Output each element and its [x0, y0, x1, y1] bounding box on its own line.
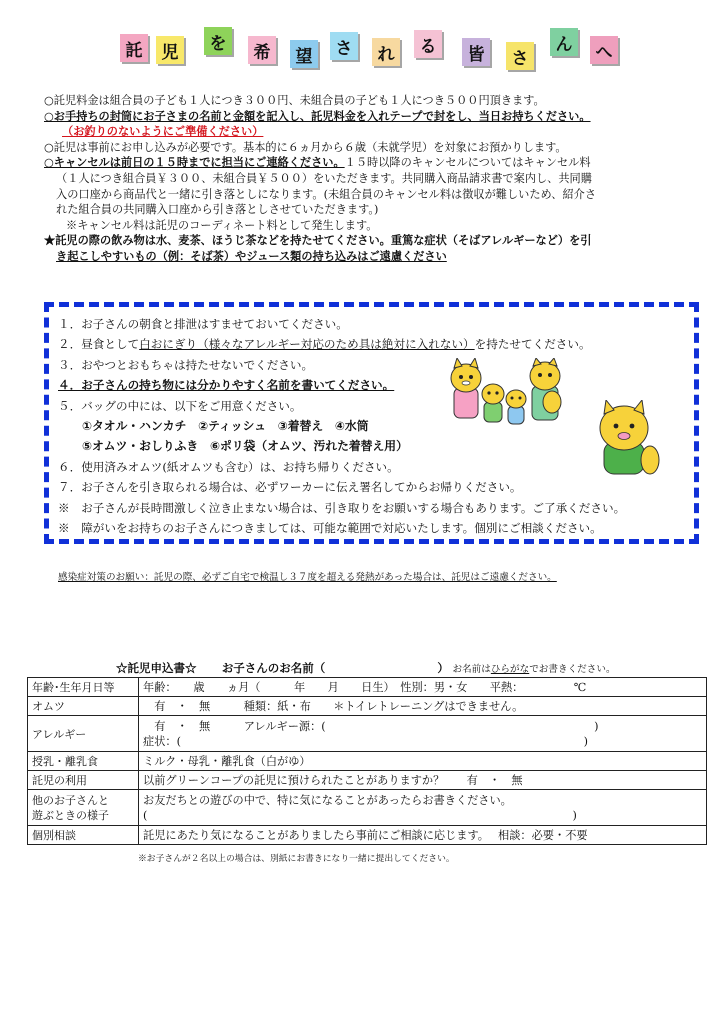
- list-item: ※ 障がいをお持ちのお子さんにつきましては、可能な範囲で対応いたします。個別にご相談ください。: [58, 521, 602, 536]
- name-note: [452, 664, 615, 675]
- row-label: 個別相談: [28, 826, 139, 845]
- mascot-baby-illustration: [592, 400, 662, 480]
- note-line: ○託児は事前にお申し込みが必要です。基本的に６ヵ月から６歳（未就学児）を対象にお預かりします。: [44, 140, 567, 154]
- name-note-a: お名前は: [452, 664, 491, 675]
- title-tile: ん: [550, 28, 578, 56]
- row-label: 年齢･生年月日等: [28, 678, 139, 697]
- cancel-fee: １５時以降のキャンセルについてはキャンセル料: [344, 156, 591, 170]
- table-row: [28, 752, 707, 771]
- list-item: ３．おやつとおもちゃは持たせないでください。: [58, 357, 314, 372]
- allergy-line: 有 ・ 無 アレルギー源：( ): [143, 719, 599, 733]
- title-tile: る: [414, 30, 442, 58]
- row-value[interactable]: [139, 716, 707, 752]
- child-name-close: ）: [437, 661, 449, 675]
- play-note-blank: ( ): [143, 808, 577, 822]
- label-line: 遊ぶときの様子: [32, 808, 109, 822]
- lunch-b: を持たせてください。: [474, 337, 591, 352]
- cancel-deadline: ○キャンセルは前日の１５時までに担当にご連絡ください。: [44, 155, 345, 170]
- row-value[interactable]: 託児にあたり気になることがありましたら事前にご相談に応じます。 相談：必要・不要: [139, 826, 707, 845]
- fee-notes: [44, 93, 684, 265]
- infection-notice: 感染症対策のお願い：託児の際、必ずご自宅で検温し３７度を超える発熱があった場合は、託児はご遠慮ください。: [58, 572, 557, 583]
- title-tile: 児: [156, 36, 184, 64]
- note-line: ○託児料金は組合員の子ども１人につき３００円、未組合員の子ども１人につき５００円頂きます。: [44, 94, 545, 107]
- page-title: [110, 24, 630, 80]
- label-line: 他のお子さんと: [32, 793, 109, 807]
- mascot-family-illustration: [448, 358, 573, 430]
- table-row: [28, 790, 707, 826]
- row-value[interactable]: 有 ・ 無 種類：紙・布 ＊トイレトレーニングはできません。: [139, 697, 707, 716]
- note-line: （１人につき組合員￥３００、未組合員￥５００）をいただきます。共同購入商品請求書で案内し、共同購: [56, 171, 592, 185]
- note-line: き起こしやすいもの（例：そば茶）やジュース類の持ち込みはご遠慮ください: [56, 248, 447, 263]
- note-line: （お釣りのないようにご準備ください）: [62, 124, 264, 139]
- name-note-b: でお書きください。: [529, 664, 616, 675]
- bag-items: ①タオル・ハンカチ ②ティッシュ ③着替え ④水筒: [82, 419, 369, 434]
- name-note-hiragana: ひらがな: [490, 664, 530, 675]
- row-label: アレルギー: [28, 716, 139, 752]
- list-item: １．お子さんの朝食と排泄はすませておいてください。: [58, 317, 348, 331]
- list-item: ４．お子さんの持ち物には分かりやすく名前を書いてください。: [58, 378, 395, 393]
- play-note-line: お友だちとの遊びの中で、特に気になることがあったらお書きください。: [143, 793, 512, 807]
- row-value[interactable]: ミルク・母乳・離乳食（白がゆ）: [139, 752, 707, 771]
- title-tile: へ: [590, 36, 618, 64]
- list-item: ６．使用済みオムツ(紙オムツも含む）は、お持ち帰りください。: [58, 459, 399, 474]
- child-name-label: お子さんのお名前（: [221, 661, 326, 675]
- note-line: 入の口座から商品代と一緒に引き落としになります。(未組合員のキャンセル料は徴収が難しいため、紹介さ: [56, 187, 597, 201]
- list-item: ※ お子さんが長時間激しく泣き止まない場合は、引き取りをお願いする場合もあります。ご了承ください。: [58, 500, 626, 515]
- title-tile: 望: [290, 40, 318, 68]
- table-row: [28, 697, 707, 716]
- title-tile: 希: [248, 36, 276, 64]
- bag-items: ⑤オムツ・おしりふき ⑥ポリ袋（オムツ、汚れた着替え用）: [82, 439, 408, 454]
- note-line: れた組合員の共同購入口座から引き落としさせていただきます。): [56, 203, 379, 217]
- lunch-a: ２．昼食として: [58, 337, 140, 352]
- title-tile: さ: [330, 32, 358, 60]
- row-label: オムツ: [28, 697, 139, 716]
- table-row: [28, 716, 707, 752]
- table-row: [28, 678, 707, 697]
- form-title: ☆託児申込書☆: [116, 661, 197, 675]
- row-label: [28, 790, 139, 826]
- list-item: ５．バッグの中には、以下をご用意ください。: [58, 398, 302, 413]
- row-value[interactable]: [139, 790, 707, 826]
- row-value[interactable]: 年齢： 歳 ヵ月（ 年 月 日生） 性別：男・女 平熱： ℃: [139, 678, 707, 697]
- table-row: [28, 771, 707, 790]
- note-line: ○お手持ちの封筒にお子さまの名前と金額を記入し、託児料金を入れテープで封をし、当日お持ちください。: [44, 108, 591, 123]
- title-tile: 皆: [462, 38, 490, 66]
- symptom-line: 症状：( ): [143, 734, 589, 748]
- list-item: [58, 334, 698, 354]
- title-tile: れ: [372, 38, 400, 66]
- note-line: ★託児の際の飲み物は水、麦茶、ほうじ茶などを持たせてください。重篤な症状（そばアレルギーなど）を引: [44, 233, 592, 248]
- note-line: [44, 155, 684, 171]
- application-form-table: [27, 677, 707, 845]
- form-heading: [116, 660, 616, 676]
- lunch-rice: 白おにぎり（様々なアレルギー対応のため具は絶対に入れない）: [139, 337, 475, 352]
- row-value[interactable]: 以前グリーンコープの託児に預けられたことがありますか？ 有 ・ 無: [139, 771, 707, 790]
- list-item: ７．お子さんを引き取られる場合は、必ずワーカーに伝え署名してからお帰りください。: [58, 480, 522, 495]
- row-label: 託児の利用: [28, 771, 139, 790]
- title-tile: 託: [120, 34, 148, 62]
- footnote: ※お子さんが２名以上の場合は、別紙にお書きになり一緒に提出してください。: [138, 854, 455, 864]
- table-row: [28, 826, 707, 845]
- row-label: 授乳・離乳食: [28, 752, 139, 771]
- note-line: ※キャンセル料は託児のコーディネート料として発生します。: [66, 218, 378, 232]
- title-tile: さ: [506, 42, 534, 70]
- title-tile: を: [204, 27, 232, 55]
